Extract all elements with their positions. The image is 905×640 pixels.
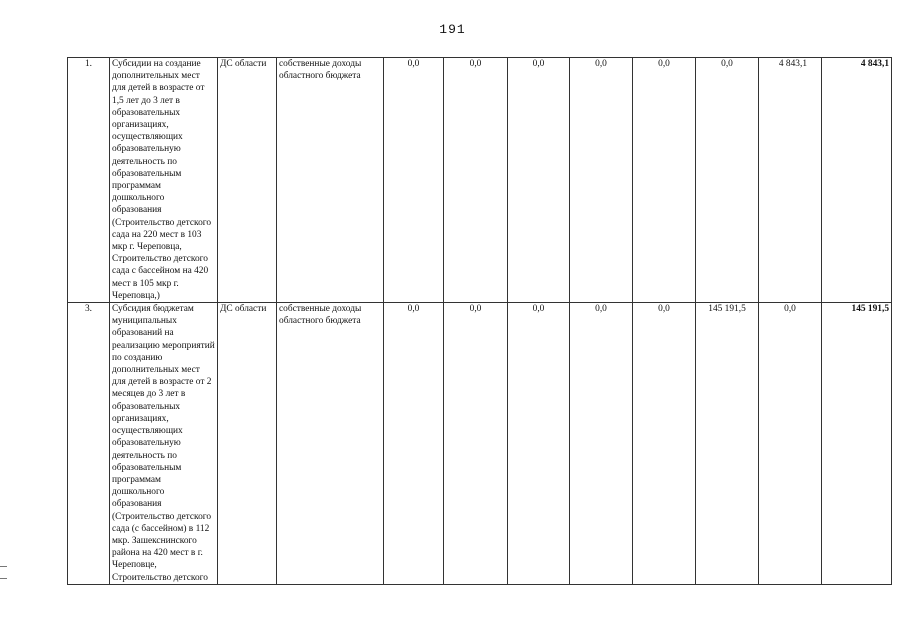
row-total: 4 843,1: [822, 58, 892, 303]
row-number: 3.: [68, 303, 110, 585]
year-value: 0,0: [570, 58, 633, 303]
responsible-org: ДС области: [218, 303, 277, 585]
margin-mark: [0, 578, 7, 579]
year-value: 0,0: [633, 303, 696, 585]
year-value: 0,0: [444, 303, 508, 585]
table-row: [68, 303, 892, 585]
year-value: 0,0: [384, 303, 444, 585]
year-value: 0,0: [508, 303, 570, 585]
responsible-org: ДС области: [218, 58, 277, 303]
year-value: 0,0: [696, 58, 759, 303]
budget-table: [67, 57, 892, 585]
year-value: 0,0: [444, 58, 508, 303]
row-total: 145 191,5: [822, 303, 892, 585]
funding-source: собственные доходы областного бюджета: [277, 58, 384, 303]
measure-description: Субсидия бюджетам муниципальных образований на реализацию мероприятий по созданию дополнительных мест для детей в возрасте от 2 месяцев до 3 лет в образовательных организациях, осуществляющих образовательную деятельность по образовательным программам дошкольного образования (Строительство детского сада (с бассейном) в 112 мкр. Зашекснинского района на 420 мест в г. Череповце, Строительство детского: [110, 303, 218, 585]
funding-source: собственные доходы областного бюджета: [277, 303, 384, 585]
table-row: [68, 58, 892, 303]
year-value: 4 843,1: [759, 58, 822, 303]
page-number: 191: [439, 22, 466, 37]
year-value: 0,0: [570, 303, 633, 585]
row-number: 1.: [68, 58, 110, 303]
year-value: 0,0: [633, 58, 696, 303]
measure-description: Субсидии на создание дополнительных мест для детей в возрасте от 1,5 лет до 3 лет в образовательных организациях, осуществляющих образовательную деятельность по образовательным программам дошкольного образования (Строительство детского сада на 220 мест в 103 мкр г. Череповца, Строительство детского сада с бассейном на 420 мест в 105 мкр г. Череповца,): [110, 58, 218, 303]
year-value: 0,0: [759, 303, 822, 585]
year-value: 145 191,5: [696, 303, 759, 585]
year-value: 0,0: [384, 58, 444, 303]
year-value: 0,0: [508, 58, 570, 303]
margin-mark: [0, 566, 7, 567]
